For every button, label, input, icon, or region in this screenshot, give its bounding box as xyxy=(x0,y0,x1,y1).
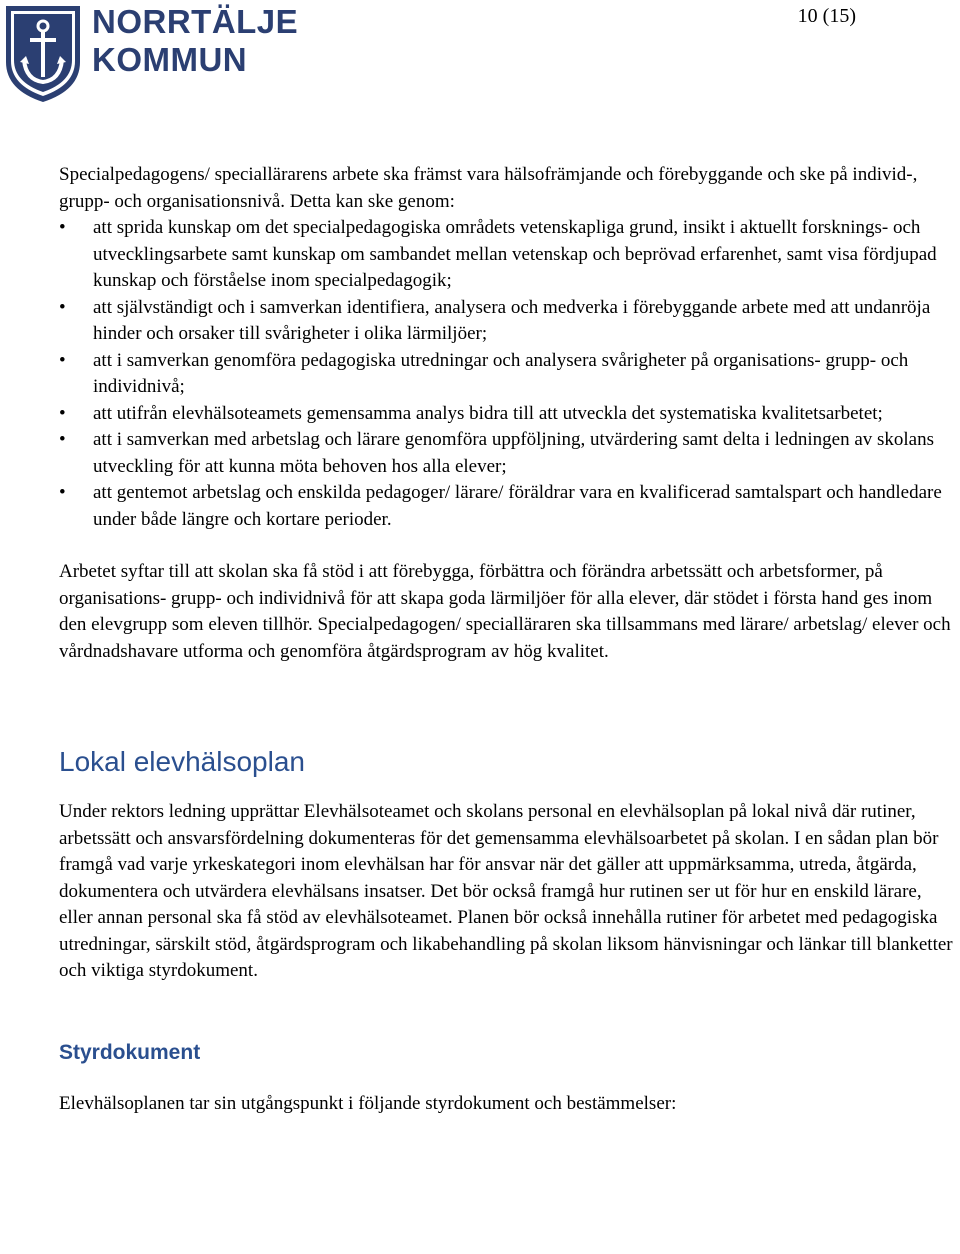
task-list xyxy=(59,215,959,533)
anchor-seal-icon xyxy=(2,2,84,104)
document-body xyxy=(59,162,959,1117)
list-item: • att gentemot arbetslag och enskilda pedagoger/ lärare/ föräldrar vara en kvalificerad samtalspart och handledare under både längre och kortare perioder. xyxy=(59,480,959,533)
list-item: • att sprida kunskap om det specialpedagogiska områdets vetenskapliga grund, insikt i aktuellt forsknings- och utvecklingsarbete samt kunskap om sambandet mellan vetenskap och beprövad erfarenhet, samt visa fördjupad kunskap och förståelse inom specialpedagogik; xyxy=(59,215,959,295)
list-item: • att utifrån elevhälsoteamets gemensamma analys bidra till att utveckla det systematiska kvalitetsarbetet; xyxy=(59,401,959,428)
logo-text-norrtalje: NORRTÄLJE xyxy=(92,3,299,40)
purpose-paragraph: Arbetet syftar till att skolan ska få stöd i att förebygga, förbättra och förändra arbetssätt och arbetsformer, på organisations- grupp- och individnivå för att skapa goda lärmiljöer för alla elever, där stödet i första hand ges inom den elevgrupp som eleven tillhör. Specialpedagogen/ specialläraren ska tillsammans med lärare/ arbetslag/ elever och vårdnadshavare utforma och genomföra åtgärdsprogram av hög kvalitet. xyxy=(59,561,951,662)
page-number: 10 (15) xyxy=(797,5,856,27)
list-item: • att självständigt och i samverkan identifiera, analysera och medverka i förebyggande arbete med att undanröja hinder och orsaker till svårigheter i olika lärmiljöer; xyxy=(59,295,959,348)
subsection-heading-styrdokument: Styrdokument xyxy=(59,1040,201,1064)
logo-text-kommun: KOMMUN xyxy=(92,41,248,78)
norrtalje-kommun-logo xyxy=(0,0,299,110)
intro-paragraph: Specialpedagogens/ speciallärarens arbete ska främst vara hälsofrämjande och förebyggande och ske på individ-, grupp- och organisationsnivå. Detta kan ske genom: xyxy=(59,164,918,212)
elevhalsoplan-paragraph: Under rektors ledning upprättar Elevhälsoteamet och skolans personal en elevhälsoplan på lokal nivå där rutiner, arbetssätt och ansvarsfördelning dokumenteras för det gemensamma elevhälsoarbetet på skolan. I en sådan plan bör framgå vad varje yrkeskategori inom elevhälsan har för ansvar när det gäller att uppmärksamma, utreda, åtgärda, dokumentera och utvärdera elevhälsans insatser. Det bör också framgå hur rutinen ser ut för hur en enskild lärare, eller annan personal ska få stöd av elevhälsoteamet. Planen bör också innehålla rutiner för arbetet med pedagogiska utredningar, särskilt stöd, åtgärdsprogram och likabehandling på skolan liksom hänvisningar och länkar till blanketter och viktiga styrdokument. xyxy=(59,801,953,981)
list-item: • att i samverkan med arbetslag och lärare genomföra uppföljning, utvärdering samt delta i ledningen av skolans utveckling för att kunna möta behoven hos alla elever; xyxy=(59,427,959,480)
list-item: • att i samverkan genomföra pedagogiska utredningar och analysera svårigheter på organisations- grupp- och individnivå; xyxy=(59,348,959,401)
section-heading-lokal-elevhalsoplan: Lokal elevhälsoplan xyxy=(59,746,305,777)
styrdokument-paragraph: Elevhälsoplanen tar sin utgångspunkt i följande styrdokument och bestämmelser: xyxy=(59,1092,677,1114)
